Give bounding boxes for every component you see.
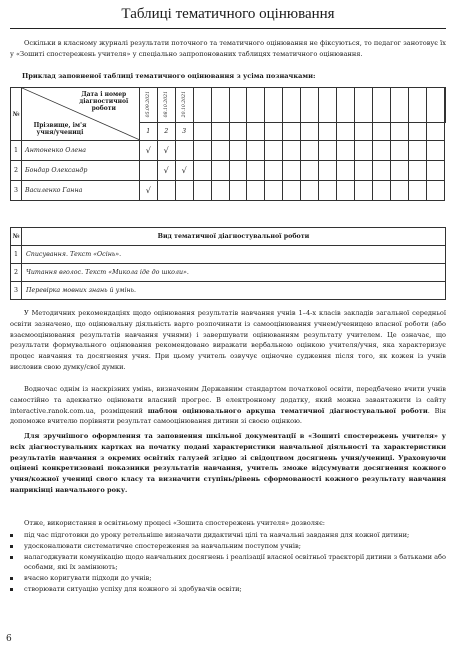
empty-cell	[229, 123, 247, 141]
empty-cell	[229, 141, 247, 161]
empty-cell	[247, 141, 265, 161]
row-number: 2	[11, 264, 22, 282]
bullet-icon	[10, 545, 13, 548]
intro-paragraph: Оскільки в класному журналі результати поточного та тематичного оцінювання не фіксуються, то педагог занотовує їх у «Зошиті спостережень учителя» у спеціально запропонованих таблицях тематичного оцінювання.	[10, 39, 446, 58]
empty-cell	[373, 141, 391, 161]
empty-cell	[337, 181, 355, 201]
list-item	[10, 541, 446, 552]
paragraph-text: Водночас однім із наскрізних умінь, визначеним Державним стандартом початкової освіти, передбачено вчити учнів самостійно та адекватно оцінювати власний прогрес. В електронному додатку, який можна завантажити із сайту interactive.ranok.com.ua, розміщений	[10, 385, 446, 415]
empty-cell	[319, 141, 337, 161]
table-row	[11, 181, 446, 201]
row-number: 2	[11, 161, 22, 181]
empty-cell	[426, 123, 444, 141]
mark-cell: √	[139, 181, 157, 201]
empty-cell	[247, 181, 265, 201]
table-row	[11, 141, 446, 161]
empty-cell	[229, 181, 247, 201]
work-types-table	[10, 227, 446, 300]
mark-cell: √	[157, 161, 175, 181]
empty-cell	[337, 123, 355, 141]
date-text: 05.09.2021	[145, 90, 151, 118]
documentation-paragraph: Для зручнішого оформлення та заповнення шкільної документації в «Зошиті спостережень учителя» у всіх діагностувальних картках на початку подані характеристики навчальної діяльності та характеристики результатів навчання з окремих освітніх галузей згідно зі свідоцтвом досягнень учня/учениці. Ураховуючи оцінені конкретизовані показники результатів навчання, учитель зможе відсумувати досягнення кожного учня/кожної учениці свого класу та визначити ступінь/рівень сформованості кожного результату навчання наприкінці навчального року.	[10, 432, 446, 494]
empty-cell	[211, 88, 229, 123]
table1-diagonal-header	[21, 88, 139, 141]
empty-cell	[408, 181, 426, 201]
empty-cell	[373, 88, 391, 123]
bullet-icon	[10, 534, 13, 537]
work-number: 2	[157, 123, 175, 141]
table-row	[11, 264, 446, 282]
page-title: Таблиці тематичного оцінювання	[121, 6, 335, 22]
empty-cell	[390, 141, 408, 161]
empty-cell	[301, 181, 319, 201]
summary-paragraph: Отже, використання в освітньому процесі «Зошита спостережень учителя» дозволяє:	[24, 519, 325, 527]
empty-cell	[193, 123, 211, 141]
empty-cell	[373, 161, 391, 181]
table2-header: Вид тематичної діагностувальної роботи	[21, 228, 445, 246]
list-item	[10, 573, 446, 584]
empty-cell	[265, 88, 283, 123]
empty-cell	[265, 141, 283, 161]
date-cell	[175, 88, 193, 123]
empty-cell	[426, 141, 444, 161]
empty-cell	[193, 88, 211, 123]
methodology-paragraph: У Методичних рекомендаціях щодо оцінювання результатів навчання учнів 1–4-х класів закладів загальної середньої освіти зазначено, що оцінювальну діяльність варто розпочинати із самооцінювання учнем/ученицею власної роботи (або взаємооцінювання результатів навчання учнями) і завершувати оцінюванням результату учителем. Це означає, що результати формувального оцінювання рекомендовано виражати вербальною оцінкою учителя/учня, яка характеризує процес навчання та досягнення учня. При цьому учитель озвучує оціночне судження після того, як кожен із учнів висловив свою думку/свої думки.	[10, 309, 446, 371]
list-item-text: створювати ситуацію успіху для кожного зі здобувачів освіти;	[24, 584, 242, 593]
empty-cell	[408, 88, 426, 123]
empty-cell	[337, 88, 355, 123]
empty-cell	[390, 88, 408, 123]
empty-cell	[408, 141, 426, 161]
student-name: Бондар Олександр	[21, 161, 139, 181]
empty-cell	[337, 161, 355, 181]
mark-cell: √	[157, 141, 175, 161]
header-student-label: Прізвище, ім'я учня/учениці	[33, 122, 87, 136]
work-type: Читання вголос. Текст «Микола іде до школи».	[21, 264, 445, 282]
template-reference: шаблон оцінювального аркуша тематичної діагностувальної роботи	[147, 406, 428, 415]
work-type: Перевірка мовних знань й умінь.	[21, 282, 445, 300]
list-item-text: налагоджувати комунікацію щодо навчальних досягнень і реалізації власної освітньої траєкторії дитини з батьками або особами, які їх замінюють;	[24, 552, 446, 572]
list-item-text: вчасно коригувати підходи до учнів;	[24, 574, 152, 583]
mark-cell: √	[175, 161, 193, 181]
empty-cell	[193, 181, 211, 201]
empty-cell	[301, 123, 319, 141]
empty-cell	[355, 88, 373, 123]
empty-cell	[211, 123, 229, 141]
empty-cell	[301, 88, 319, 123]
mark-cell: √	[139, 141, 157, 161]
empty-cell	[247, 88, 265, 123]
empty-cell	[301, 141, 319, 161]
empty-cell	[426, 88, 444, 123]
empty-cell	[355, 141, 373, 161]
empty-cell	[390, 123, 408, 141]
empty-cell	[283, 88, 301, 123]
empty-cell	[283, 181, 301, 201]
student-name: Василенко Ганна	[21, 181, 139, 201]
mark-cell	[139, 161, 157, 181]
empty-cell	[265, 161, 283, 181]
row-number: 3	[11, 181, 22, 201]
empty-cell	[390, 161, 408, 181]
bullet-icon	[10, 556, 13, 559]
bullet-icon	[10, 588, 13, 591]
page-number: 6	[6, 634, 12, 644]
empty-cell	[283, 141, 301, 161]
table-row	[11, 282, 446, 300]
mark-cell	[175, 141, 193, 161]
list-item	[10, 584, 446, 595]
empty-cell	[426, 181, 444, 201]
row-number: 1	[11, 141, 22, 161]
empty-cell	[211, 161, 229, 181]
work-type: Списування. Текст «Осінь».	[21, 246, 445, 264]
empty-cell	[229, 161, 247, 181]
date-cell	[157, 88, 175, 123]
empty-cell	[283, 123, 301, 141]
row-number: 3	[11, 282, 22, 300]
empty-cell	[337, 141, 355, 161]
empty-cell	[229, 88, 247, 123]
student-name: Антоненко Олена	[21, 141, 139, 161]
empty-cell	[265, 181, 283, 201]
empty-cell	[408, 161, 426, 181]
empty-cell	[211, 181, 229, 201]
list-item	[10, 552, 446, 574]
list-item	[10, 530, 446, 541]
assessment-table	[10, 87, 446, 201]
empty-cell	[408, 123, 426, 141]
empty-cell	[211, 141, 229, 161]
empty-cell	[283, 161, 301, 181]
empty-cell	[373, 123, 391, 141]
self-assessment-paragraph	[10, 384, 446, 427]
date-text: 20.10.2021	[181, 90, 187, 118]
table1-no-header: №	[11, 88, 22, 141]
title-divider	[10, 28, 446, 29]
date-text: 08.10.2021	[163, 90, 169, 118]
paragraph-text: . Він допоможе вчителю порівняти результат самооцінювання дитини зі своєю оцінкою.	[10, 406, 446, 426]
mark-cell	[157, 181, 175, 201]
empty-cell	[319, 181, 337, 201]
empty-cell	[265, 123, 283, 141]
bullet-icon	[10, 577, 13, 580]
list-item-text: удосконалювати систематичне спостереження за навчальним поступом учнів;	[24, 541, 301, 550]
empty-cell	[373, 181, 391, 201]
empty-cell	[301, 161, 319, 181]
empty-cell	[355, 161, 373, 181]
empty-cell	[319, 88, 337, 123]
empty-cell	[355, 181, 373, 201]
empty-cell	[193, 141, 211, 161]
empty-cell	[445, 88, 446, 123]
work-number: 3	[175, 123, 193, 141]
mark-cell	[175, 181, 193, 201]
row-number: 1	[11, 246, 22, 264]
table-row	[11, 246, 446, 264]
example-heading: Приклад заповненої таблиці тематичного оцінювання з усіма позначками:	[22, 72, 316, 80]
empty-cell	[319, 123, 337, 141]
header-date-label: Дата і номер діагностичної роботи	[79, 91, 129, 112]
empty-cell	[390, 181, 408, 201]
empty-cell	[426, 161, 444, 181]
empty-cell	[247, 161, 265, 181]
table2-no-header: №	[11, 228, 22, 246]
empty-cell	[319, 161, 337, 181]
benefits-list	[10, 530, 446, 595]
empty-cell	[247, 123, 265, 141]
list-item-text: під час підготовки до уроку ретельніше визначати дидактичні цілі та навчальні завдання для кожної дитини;	[24, 531, 410, 539]
date-cell	[139, 88, 157, 123]
empty-cell	[193, 161, 211, 181]
empty-cell	[355, 123, 373, 141]
work-number: 1	[139, 123, 157, 141]
table-row	[11, 161, 446, 181]
